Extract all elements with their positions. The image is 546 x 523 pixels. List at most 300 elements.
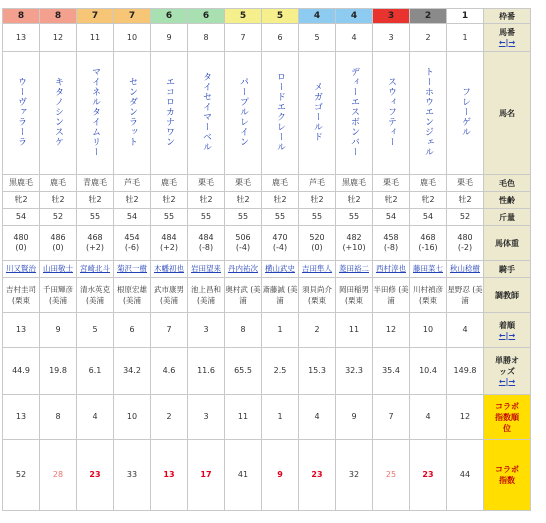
horse-name-cell[interactable] [410,52,447,175]
finish-position: 12 [385,325,397,334]
body-weight-cell [77,226,114,261]
jockey-cell[interactable] [410,261,447,278]
waku-cell [40,9,77,24]
waku-cell [299,9,336,24]
trainer-name: 武市康男 (美浦 [154,285,184,305]
label-text-seirei: 性齢 [499,195,515,205]
body-weight-diff: (0) [15,243,27,252]
waku-cell [77,9,114,24]
collab-index: 25 [385,470,397,479]
finish-cell [114,313,151,348]
waku-cell [410,9,447,24]
trainer-name: 岡田稲男 (栗東 [339,285,369,305]
jockey-cell[interactable] [262,261,299,278]
trainer-name: 須貝尚介 (栗東 [302,285,332,305]
finish-cell [225,313,262,348]
waku-number: 8 [54,11,62,21]
weight-carried: 54 [15,212,27,221]
row-jockey [3,261,531,278]
body-weight: 468 [87,233,103,242]
horse-name-link[interactable]: キタノシンスケ [53,76,63,147]
win-odds: 32.3 [345,366,363,375]
coat-color-cell [151,175,188,192]
body-weight-diff: (+2) [85,243,105,252]
weight-carried: 55 [348,212,360,221]
collab-index: 13 [163,470,175,479]
waku-number: 8 [17,11,25,21]
trainer-cell [373,278,410,313]
body-weight-diff: (-16) [418,243,438,252]
sex-age-cell [225,192,262,209]
waku-number: 2 [424,11,432,21]
collab-index-cell [188,440,225,511]
horse-number: 10 [126,32,138,42]
horse-name-cell[interactable] [447,52,484,175]
finish-cell [373,313,410,348]
horse-name-link[interactable]: センダンラット [127,76,137,147]
horse-name-link[interactable]: パープルレイン [238,76,248,147]
horse-name-cell[interactable] [336,52,373,175]
waku-cell [114,9,151,24]
odds-cell [3,348,40,395]
label-text-kinryo: 斤量 [499,212,515,222]
row-coat [3,175,531,192]
collab-index: 23 [422,470,434,479]
finish-position: 5 [92,325,98,334]
sort-separator: | [505,377,509,386]
coat-color: 栗毛 [198,178,214,187]
body-weight: 484 [161,233,177,242]
collab-index-cell [262,440,299,511]
odds-cell [77,348,114,395]
coat-color-cell [77,175,114,192]
win-odds: 2.5 [273,366,287,375]
horse-name-cell[interactable] [299,52,336,175]
collab-rank-cell [447,395,484,440]
sex-age-cell [151,192,188,209]
finish-cell [3,313,40,348]
trainer-cell [262,278,299,313]
collab-rank: 13 [15,412,27,421]
body-weight: 480 [457,233,473,242]
collab-index: 28 [52,470,64,479]
jockey-link[interactable]: 宮崎北斗 [80,264,110,273]
sex-age-cell [373,192,410,209]
finish-position: 6 [129,325,135,334]
win-odds: 6.1 [88,366,102,375]
odds-cell [373,348,410,395]
row-collab-rank [3,395,531,440]
waku-cell [225,9,262,24]
weight-carried-cell [299,209,336,226]
horse-number-cell [262,24,299,52]
waku-number: 5 [276,11,284,21]
jockey-cell[interactable] [447,261,484,278]
jockey-cell[interactable] [225,261,262,278]
jockey-link[interactable]: 藤田菜七 [413,264,443,273]
win-odds: 15.3 [308,366,326,375]
sex-age: 牡2 [162,195,176,204]
body-weight-diff: (-8) [383,243,399,252]
sex-age: 牡2 [88,195,102,204]
odds-cell [151,348,188,395]
collab-index-cell [3,440,40,511]
horse-name-link[interactable]: タイセイマーベル [201,71,211,152]
horse-name-link[interactable]: ディーエスボンバー [349,66,359,157]
collab-rank-cell [151,395,188,440]
horse-number: 9 [166,32,172,42]
win-odds: 65.5 [234,366,252,375]
collab-rank: 4 [425,412,431,421]
weight-carried-cell [188,209,225,226]
body-weight-cell [40,226,77,261]
jockey-link[interactable]: 秋山稔樹 [450,264,480,273]
win-odds: 10.4 [419,366,437,375]
label-bamei [484,52,531,175]
waku-number: 7 [128,11,136,21]
jockey-link[interactable]: 木幡初也 [154,264,184,273]
finish-position: 13 [15,325,27,334]
waku-cell [447,9,484,24]
horse-number-cell [40,24,77,52]
coat-color: 鹿毛 [161,178,177,187]
label-text-chokyoshi: 調教師 [495,290,519,300]
horse-name-link[interactable]: フレーゲル [460,86,470,137]
jockey-link[interactable]: 菊沢一樹 [117,264,147,273]
label-seirei [484,192,531,209]
coat-color-cell [373,175,410,192]
horse-name-link[interactable]: ウーヴァラーラ [16,76,26,147]
horse-number: 4 [351,32,357,42]
horse-number: 1 [462,32,468,42]
body-weight-cell [225,226,262,261]
label-index [484,440,531,511]
row-finish [3,313,531,348]
jockey-cell[interactable] [151,261,188,278]
trainer-cell [447,278,484,313]
body-weight-cell [188,226,225,261]
collab-rank: 10 [126,412,138,421]
label-text-chakujun: 着順 [499,320,515,330]
jockey-link[interactable]: 川又賢治 [6,264,36,273]
horse-name-link[interactable]: メガゴールド [312,81,322,142]
finish-position: 1 [277,325,283,334]
body-weight-diff: (-6) [124,243,140,252]
trainer-name: 千田輝彦 (美浦 [43,285,73,305]
coat-color: 鹿毛 [50,178,66,187]
collab-rank-cell [336,395,373,440]
weight-carried-cell [77,209,114,226]
sex-age-cell [447,192,484,209]
sex-age-cell [336,192,373,209]
coat-color: 栗毛 [457,178,473,187]
weight-carried: 55 [274,212,286,221]
horse-name-link[interactable]: エコロカナワン [164,76,174,147]
body-weight-diff: (-8) [198,243,214,252]
sort-left-arrow[interactable]: ← [498,377,506,386]
label-text-bamei: 馬名 [499,108,515,118]
row-trainer [3,278,531,313]
waku-number: 6 [202,11,210,21]
jockey-link[interactable]: 横山武史 [265,264,295,273]
body-weight-diff: (0) [52,243,64,252]
sort-arrows [484,38,530,48]
waku-number: 3 [387,11,395,21]
sex-age: 牝2 [384,195,398,204]
coat-color-cell [336,175,373,192]
jockey-cell[interactable] [336,261,373,278]
finish-cell [151,313,188,348]
trainer-cell [114,278,151,313]
label-bataiju [484,226,531,261]
weight-carried: 55 [200,212,212,221]
horse-name-cell[interactable] [77,52,114,175]
coat-color: 青鹿毛 [83,178,107,187]
odds-cell [410,348,447,395]
waku-cell [188,9,225,24]
collab-rank: 9 [351,412,357,421]
weight-carried-cell [447,209,484,226]
collab-rank: 12 [459,412,471,421]
jockey-link[interactable]: 菱田裕二 [339,264,369,273]
collab-rank: 1 [277,412,283,421]
odds-cell [40,348,77,395]
horse-name-cell[interactable] [151,52,188,175]
sort-separator: | [505,38,509,47]
coat-color: 黒鹿毛 [342,178,366,187]
collab-rank: 2 [166,412,172,421]
sex-age: 牝2 [421,195,435,204]
win-odds: 34.2 [123,366,141,375]
sex-age-cell [40,192,77,209]
horse-name-cell[interactable] [188,52,225,175]
win-odds: 35.4 [382,366,400,375]
body-weight: 506 [235,233,251,242]
weight-carried-cell [151,209,188,226]
waku-number: 7 [91,11,99,21]
jockey-cell[interactable] [114,261,151,278]
weight-carried-cell [3,209,40,226]
horse-number: 2 [425,32,431,42]
row-odds [3,348,531,395]
sort-right-arrow[interactable]: → [508,330,516,340]
trainer-name: 斎藤誠 (美浦 [262,285,298,305]
weight-carried: 55 [163,212,175,221]
sex-age-cell [410,192,447,209]
collab-index-cell [225,440,262,511]
collab-index-cell [299,440,336,511]
win-odds: 44.9 [12,366,30,375]
collab-rank-cell [77,395,114,440]
collab-rank: 4 [314,412,320,421]
body-weight: 458 [383,233,399,242]
coat-color: 芦毛 [309,178,325,187]
weight-carried-cell [114,209,151,226]
jockey-cell[interactable] [188,261,225,278]
collab-rank: 11 [237,412,249,421]
jockey-link[interactable]: 岩田望来 [191,264,221,273]
body-weight-cell [3,226,40,261]
collab-rank-cell [114,395,151,440]
collab-rank-cell [262,395,299,440]
collab-index: 32 [348,470,360,479]
horse-number-cell [114,24,151,52]
collab-index-cell [373,440,410,511]
waku-number: 4 [350,11,358,21]
collab-index-cell [114,440,151,511]
label-chokyoshi [484,278,531,313]
weight-carried-cell [373,209,410,226]
trainer-cell [151,278,188,313]
label-kishu [484,261,531,278]
body-weight: 480 [13,233,29,242]
body-weight-cell [262,226,299,261]
jockey-cell[interactable] [299,261,336,278]
collab-index-cell [336,440,373,511]
horse-name-link[interactable]: ロードエクレール [275,71,285,152]
body-weight: 520 [309,233,325,242]
collab-index-cell [151,440,188,511]
collab-index: 52 [15,470,27,479]
trainer-name: 根原宏雄 (美浦 [117,285,147,305]
row-sex-age [3,192,531,209]
trainer-name: 吉村圭司 (栗東 [6,285,36,305]
trainer-name: 清水英克 (美浦 [80,285,110,305]
trainer-name: 池上昌和 (美浦 [191,285,221,305]
jockey-link[interactable]: 西村淳也 [376,264,406,273]
odds-cell [225,348,262,395]
trainer-cell [3,278,40,313]
sex-age: 牡2 [347,195,361,204]
weight-carried-cell [262,209,299,226]
jockey-cell[interactable] [373,261,410,278]
label-rank [484,395,531,440]
win-odds: 149.8 [453,366,477,375]
sex-age: 牡2 [236,195,250,204]
finish-position: 9 [55,325,61,334]
finish-position: 7 [166,325,172,334]
jockey-cell[interactable] [77,261,114,278]
collab-index: 23 [89,470,101,479]
body-weight-cell [447,226,484,261]
horse-name-link[interactable]: スウィフティー [386,76,396,147]
waku-cell [151,9,188,24]
collab-rank: 3 [203,412,209,421]
sex-age-cell [114,192,151,209]
jockey-link[interactable]: 吉田隼人 [302,264,332,273]
weight-carried: 54 [422,212,434,221]
body-weight: 470 [272,233,288,242]
trainer-cell [188,278,225,313]
horse-name-cell[interactable] [114,52,151,175]
row-horse-name [3,52,531,175]
weight-carried-cell [410,209,447,226]
horse-name-cell[interactable] [3,52,40,175]
finish-cell [447,313,484,348]
waku-cell [3,9,40,24]
finish-cell [410,313,447,348]
horse-name-link[interactable]: マイネルタイムリー [90,66,100,157]
collab-rank-cell [299,395,336,440]
finish-cell [299,313,336,348]
body-weight-cell [336,226,373,261]
waku-number: 1 [461,11,469,21]
finish-cell [336,313,373,348]
body-weight: 486 [50,233,66,242]
body-weight-diff: (+10) [342,243,366,252]
win-odds: 11.6 [197,366,215,375]
jockey-link[interactable]: 丹内祐次 [228,264,258,273]
sort-right-arrow[interactable]: → [508,38,516,47]
body-weight: 482 [346,233,362,242]
weight-carried-cell [40,209,77,226]
waku-cell [262,9,299,24]
horse-number: 11 [89,32,101,42]
jockey-cell[interactable] [3,261,40,278]
jockey-cell[interactable] [40,261,77,278]
odds-cell [114,348,151,395]
horse-number-cell [373,24,410,52]
jockey-link[interactable]: 山田敬士 [43,264,73,273]
sort-left-arrow[interactable]: ← [498,38,506,47]
odds-cell [188,348,225,395]
finish-cell [188,313,225,348]
horse-name-cell[interactable] [40,52,77,175]
horse-name-cell[interactable] [262,52,299,175]
row-umaban [3,24,531,52]
sort-arrows [484,377,530,387]
sex-age-cell [3,192,40,209]
horse-number-cell [447,24,484,52]
collab-index: 9 [277,470,283,479]
odds-cell [299,348,336,395]
label-text-bataiju: 馬体重 [495,238,519,248]
body-weight-cell [114,226,151,261]
sex-age-cell [299,192,336,209]
odds-cell [262,348,299,395]
coat-color-cell [447,175,484,192]
label-chakujun [484,313,531,348]
weight-carried: 52 [52,212,64,221]
horse-number-cell [336,24,373,52]
odds-cell [447,348,484,395]
collab-index-cell [40,440,77,511]
horse-number-cell [410,24,447,52]
sort-left-arrow[interactable]: ← [498,330,506,340]
horse-number-cell [225,24,262,52]
coat-color-cell [114,175,151,192]
horse-name-cell[interactable] [373,52,410,175]
finish-position: 11 [348,325,360,334]
waku-cell [336,9,373,24]
weight-carried: 54 [126,212,138,221]
body-weight-cell [373,226,410,261]
sort-right-arrow[interactable]: → [508,377,516,386]
trainer-cell [77,278,114,313]
coat-color-cell [3,175,40,192]
odds-cell [336,348,373,395]
horse-number-cell [3,24,40,52]
sex-age: 牡2 [310,195,324,204]
body-weight-cell [410,226,447,261]
finish-cell [40,313,77,348]
coat-color: 芦毛 [124,178,140,187]
horse-name-cell[interactable] [225,52,262,175]
sort-arrows [484,331,530,341]
coat-color: 黒鹿毛 [9,178,33,187]
horse-name-link[interactable]: トーホウエンジェル [423,66,433,157]
sex-age: 牡2 [199,195,213,204]
